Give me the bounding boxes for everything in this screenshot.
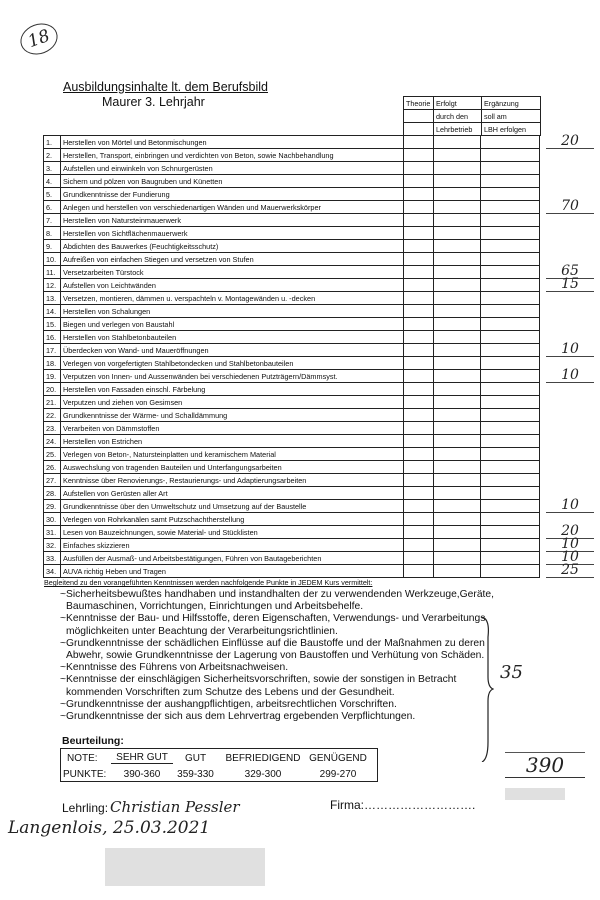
theorie-cell [403, 214, 433, 227]
handwritten-point: 70 [546, 200, 594, 214]
table-row [44, 292, 540, 305]
lbh-cell [481, 552, 540, 565]
header-cell: Theorie [404, 97, 434, 110]
lbh-cell [481, 331, 540, 344]
lehrbetrieb-cell [433, 344, 481, 357]
header-cell: Erfolgt [434, 97, 482, 110]
lbh-cell [481, 435, 540, 448]
row-text: Herstellen von Sichtflächenmauerwerk [60, 227, 403, 240]
row-text: Verlegen von Rohrkanälen samt Putzschachtherstellung [60, 513, 403, 526]
row-text: Grundkenntnisse der Fundierung [60, 188, 403, 201]
header-cell: Ergänzung [482, 97, 541, 110]
theorie-cell [403, 136, 433, 149]
company-line: Firma:………………………. [330, 798, 476, 812]
lbh-cell [481, 214, 540, 227]
theorie-cell [403, 474, 433, 487]
grade-befriedigend: BEFRIEDIGEND [225, 752, 301, 764]
row-number: 28. [44, 487, 61, 500]
row-text: Verlegen von Beton-, Natursteinplatten und keramischem Material [60, 448, 403, 461]
lbh-cell [481, 318, 540, 331]
table-row [44, 357, 540, 370]
lbh-cell [481, 526, 540, 539]
header-cell: durch den [434, 110, 482, 123]
theorie-cell [403, 331, 433, 344]
row-number: 16. [44, 331, 61, 344]
lbh-cell [481, 565, 540, 578]
theorie-cell [403, 162, 433, 175]
lehrbetrieb-cell [433, 136, 481, 149]
row-number: 13. [44, 292, 61, 305]
bullet-line: ~Grundkenntnisse der schädlichen Einflüsse auf die Baustoffe und der Maßnahmen zu deren [60, 637, 485, 649]
table-row [44, 448, 540, 461]
apprentice-line [62, 798, 240, 816]
row-number: 29. [44, 500, 61, 513]
row-text: Grundkenntnisse der Wärme- und Schalldämmung [60, 409, 403, 422]
table-row [44, 552, 540, 565]
bullet-line: kommenden Vorschriften zum Schutze des Lebens und der Gesundheit. [66, 686, 395, 698]
theorie-cell [403, 396, 433, 409]
row-number: 12. [44, 279, 61, 292]
lehrbetrieb-cell [433, 370, 481, 383]
lbh-cell [481, 422, 540, 435]
theorie-cell [403, 175, 433, 188]
table-row [44, 513, 540, 526]
theorie-cell [403, 435, 433, 448]
table-row [44, 279, 540, 292]
lbh-cell [481, 513, 540, 526]
row-text: Verlegen von vorgefertigten Stahlbetondecken und Stahlbetonbauteilen [60, 357, 403, 370]
theorie-cell [403, 409, 433, 422]
row-text: Sichern und pölzen von Baugruben und Künetten [60, 175, 403, 188]
lehrbetrieb-cell [433, 266, 481, 279]
grade-scale-box [60, 748, 378, 782]
bullet-line: ~Grundkenntnisse der sich aus dem Lehrvertrag ergebenden Verpflichtungen. [60, 711, 416, 723]
row-number: 21. [44, 396, 61, 409]
lbh-cell [481, 357, 540, 370]
handwritten-point: 10 [546, 551, 594, 565]
grade-gut: GUT [184, 752, 207, 764]
theorie-cell [403, 565, 433, 578]
bullet-list [60, 589, 500, 723]
lehrbetrieb-cell [433, 474, 481, 487]
table-row [44, 331, 540, 344]
assessment-label: Beurteilung: [62, 735, 124, 747]
table-row [44, 240, 540, 253]
row-number: 1. [44, 136, 61, 149]
row-text: Herstellen von Schalungen [60, 305, 403, 318]
header-cell [404, 110, 434, 123]
lbh-cell [481, 474, 540, 487]
lbh-cell [481, 253, 540, 266]
bullet-line: ~Kenntnisse der einschlägigen Sicherheitsvorschriften, sowie der sonstigen in Betracht [60, 674, 457, 686]
lbh-cell [481, 292, 540, 305]
table-row [44, 253, 540, 266]
row-number: 32. [44, 539, 61, 552]
lbh-cell [481, 240, 540, 253]
row-text: Aufstellen von Leichtwänden [60, 279, 403, 292]
handwritten-point: 20 [546, 525, 594, 539]
row-text: Herstellen von Mörtel und Betonmischungen [60, 136, 403, 149]
table-row [44, 149, 540, 162]
table-row [44, 435, 540, 448]
handwritten-point: 20 [546, 135, 594, 149]
header-cell: soll am [482, 110, 541, 123]
row-text: Aufstellen und einwinkeln von Schnurgerüsten [60, 162, 403, 175]
theorie-cell [403, 513, 433, 526]
table-row [44, 409, 540, 422]
table-row [44, 565, 540, 578]
row-text: Überdecken von Wand- und Maueröffnungen [60, 344, 403, 357]
table-row [44, 227, 540, 240]
lehrbetrieb-cell [433, 396, 481, 409]
column-header-table [403, 96, 541, 136]
header-cell: LBH erfolgen [482, 123, 541, 136]
lbh-cell [481, 149, 540, 162]
lehrbetrieb-cell [433, 487, 481, 500]
lehrbetrieb-cell [433, 552, 481, 565]
row-number: 26. [44, 461, 61, 474]
row-number: 25. [44, 448, 61, 461]
row-number: 24. [44, 435, 61, 448]
lehrbetrieb-cell [433, 318, 481, 331]
table-row [44, 396, 540, 409]
row-text: Herstellen von Stahlbetonbauteilen [60, 331, 403, 344]
grade-sehr-gut: SEHR GUT [111, 752, 173, 764]
row-number: 9. [44, 240, 61, 253]
row-text: Aufstellen von Gerüsten aller Art [60, 487, 403, 500]
theorie-cell [403, 292, 433, 305]
lehrbetrieb-cell [433, 565, 481, 578]
lehrbetrieb-cell [433, 227, 481, 240]
lbh-cell [481, 461, 540, 474]
lehrbetrieb-cell [433, 500, 481, 513]
table-row [44, 266, 540, 279]
row-number: 30. [44, 513, 61, 526]
lbh-cell [481, 448, 540, 461]
row-number: 11. [44, 266, 61, 279]
lehrbetrieb-cell [433, 292, 481, 305]
row-text: Herstellen von Natursteinmauerwerk [60, 214, 403, 227]
row-number: 2. [44, 149, 61, 162]
row-number: 18. [44, 357, 61, 370]
row-number: 5. [44, 188, 61, 201]
table-row [44, 539, 540, 552]
row-text: Einfaches skizzieren [60, 539, 403, 552]
bullet-line: Baumaschinen, Vorrichtungen, Einrichtungen und Arbeitsbehelfe. [66, 601, 364, 613]
theorie-cell [403, 448, 433, 461]
lehrbetrieb-cell [433, 305, 481, 318]
grade-genuegend: GENÜGEND [309, 752, 367, 764]
place-date: Langenlois, 25.03.2021 [8, 818, 211, 838]
row-text: Kenntnisse über Renovierungs-, Restaurierungs- und Adaptierungsarbeiten [60, 474, 403, 487]
lbh-cell [481, 279, 540, 292]
row-text: Abdichten des Bauwerkes (Feuchtigkeitsschutz) [60, 240, 403, 253]
row-number: 23. [44, 422, 61, 435]
bullets-points-note: 35 [500, 662, 523, 683]
handwritten-point: 15 [546, 278, 594, 292]
table-row [44, 214, 540, 227]
row-number: 14. [44, 305, 61, 318]
lehrbetrieb-cell [433, 331, 481, 344]
row-text: Herstellen, Transport, einbringen und verdichten von Beton, sowie Nachbehandlung [60, 149, 403, 162]
lehrbetrieb-cell [433, 188, 481, 201]
document-title: Ausbildungsinhalte lt. dem Berufsbild [63, 80, 268, 94]
lbh-cell [481, 396, 540, 409]
theorie-cell [403, 344, 433, 357]
theorie-cell [403, 461, 433, 474]
theorie-cell [403, 253, 433, 266]
lbh-cell [481, 370, 540, 383]
row-number: 15. [44, 318, 61, 331]
points-range: 329-300 [244, 768, 282, 780]
theorie-cell [403, 227, 433, 240]
row-number: 33. [44, 552, 61, 565]
apprentice-signature: Christian Pessler [110, 798, 240, 816]
table-row [44, 344, 540, 357]
lbh-cell [481, 227, 540, 240]
table-row [44, 136, 540, 149]
points-range: 359-330 [177, 768, 214, 780]
row-text: Herstellen von Fassaden einschl. Färbelung [60, 383, 403, 396]
lehrbetrieb-cell [433, 539, 481, 552]
row-text: Versetzarbeiten Türstock [60, 266, 403, 279]
theorie-cell [403, 383, 433, 396]
lbh-cell [481, 487, 540, 500]
lehrbetrieb-cell [433, 513, 481, 526]
lehrbetrieb-cell [433, 240, 481, 253]
lbh-cell [481, 409, 540, 422]
lehrbetrieb-cell [433, 201, 481, 214]
theorie-cell [403, 357, 433, 370]
total-points: 390 [505, 752, 585, 778]
table-row [44, 162, 540, 175]
lbh-cell [481, 175, 540, 188]
theorie-cell [403, 539, 433, 552]
lehrbetrieb-cell [433, 253, 481, 266]
lbh-cell [481, 162, 540, 175]
lehrbetrieb-cell [433, 435, 481, 448]
table-row [44, 422, 540, 435]
header-cell: Lehrbetrieb [434, 123, 482, 136]
row-text: Grundkenntnisse über den Umweltschutz und Umsetzung auf der Baustelle [60, 500, 403, 513]
table-row [44, 461, 540, 474]
row-number: 27. [44, 474, 61, 487]
redacted-stamp [505, 788, 565, 800]
table-row [44, 305, 540, 318]
intro-text: Begleitend zu den vorangeführten Kenntnissen werden nachfolgende Punkte in JEDEM Kurs vermittelt: [44, 578, 373, 587]
lbh-cell [481, 201, 540, 214]
lbh-cell [481, 539, 540, 552]
theorie-cell [403, 552, 433, 565]
row-text: Aufreißen von einfachen Stiegen und versetzen von Stufen [60, 253, 403, 266]
document-subtitle: Maurer 3. Lehrjahr [102, 95, 205, 109]
row-text: Biegen und verlegen von Baustahl [60, 318, 403, 331]
table-row [44, 526, 540, 539]
bullet-line: ~Kenntnisse der Bau- und Hilfsstoffe, deren Eigenschaften, Verwendungs- und Verarbeitungs [60, 613, 486, 625]
row-number: 31. [44, 526, 61, 539]
lehrbetrieb-cell [433, 422, 481, 435]
handwritten-point: 65 [546, 265, 594, 279]
theorie-cell [403, 487, 433, 500]
handwritten-point: 25 [546, 564, 594, 578]
theorie-cell [403, 279, 433, 292]
lehrbetrieb-cell [433, 279, 481, 292]
lbh-cell [481, 344, 540, 357]
lehrbetrieb-cell [433, 461, 481, 474]
row-number: 8. [44, 227, 61, 240]
punkte-label: PUNKTE: [63, 768, 107, 780]
brace-mark [480, 617, 494, 762]
table-row [44, 487, 540, 500]
lehrbetrieb-cell [433, 214, 481, 227]
row-number: 22. [44, 409, 61, 422]
row-text: Versetzen, montieren, dämmen u. verspachteln v. Montagewänden u. -decken [60, 292, 403, 305]
lehrbetrieb-cell [433, 409, 481, 422]
lbh-cell [481, 266, 540, 279]
table-row [44, 370, 540, 383]
row-text: Verarbeiten von Dämmstoffen [60, 422, 403, 435]
lehrbetrieb-cell [433, 448, 481, 461]
lehrbetrieb-cell [433, 149, 481, 162]
bullet-line: ~Kenntnisse des Führens von Arbeitsnachweisen. [60, 662, 289, 674]
bullet-line: ~Grundkenntnisse der aushangpflichtigen, arbeitsrechtlichen Vorschriften. [60, 698, 397, 710]
theorie-cell [403, 318, 433, 331]
row-text: Verputzen und ziehen von Gesimsen [60, 396, 403, 409]
theorie-cell [403, 201, 433, 214]
page-number: 18 [16, 18, 62, 59]
lehrbetrieb-cell [433, 383, 481, 396]
lbh-cell [481, 188, 540, 201]
row-text: Auswechslung von tragenden Bauteilen und Unterfangungsarbeiten [60, 461, 403, 474]
handwritten-point: 10 [546, 343, 594, 357]
table-row [44, 188, 540, 201]
theorie-cell [403, 266, 433, 279]
handwritten-point: 10 [546, 369, 594, 383]
lbh-cell [481, 383, 540, 396]
bullet-line: möglichkeiten unter Beachtung der Verarbeitungsrichtlinien. [66, 625, 338, 637]
theorie-cell [403, 188, 433, 201]
bullet-line: ~Sicherheitsbewußtes handhaben und instandhalten der zu verwendenden Werkzeuge,Geräte, [60, 589, 494, 600]
row-number: 3. [44, 162, 61, 175]
row-number: 20. [44, 383, 61, 396]
redacted-signature [105, 848, 265, 886]
lbh-cell [481, 136, 540, 149]
handwritten-point: 10 [546, 538, 594, 552]
lehrbetrieb-cell [433, 175, 481, 188]
theorie-cell [403, 370, 433, 383]
note-label: NOTE: [67, 752, 98, 764]
lbh-cell [481, 305, 540, 318]
theorie-cell [403, 422, 433, 435]
table-row [44, 318, 540, 331]
lehrbetrieb-cell [433, 357, 481, 370]
row-text: Lesen von Bauzeichnungen, sowie Material- und Stücklisten [60, 526, 403, 539]
points-range: 390-360 [123, 768, 161, 780]
lbh-cell [481, 500, 540, 513]
row-text: AUVA richtig Heben und Tragen [60, 565, 403, 578]
lehrbetrieb-cell [433, 162, 481, 175]
points-range: 299-270 [319, 768, 357, 780]
lehrbetrieb-cell [433, 526, 481, 539]
row-number: 4. [44, 175, 61, 188]
table-row [44, 201, 540, 214]
theorie-cell [403, 526, 433, 539]
row-text: Ausfüllen der Ausmaß- und Arbeitsbestätigungen, Führen von Bautageberichten [60, 552, 403, 565]
table-row [44, 500, 540, 513]
table-row [44, 175, 540, 188]
header-cell [404, 123, 434, 136]
table-row [44, 383, 540, 396]
theorie-cell [403, 240, 433, 253]
row-number: 10. [44, 253, 61, 266]
row-number: 17. [44, 344, 61, 357]
row-text: Herstellen von Estrichen [60, 435, 403, 448]
row-number: 34. [44, 565, 61, 578]
theorie-cell [403, 149, 433, 162]
table-row [44, 474, 540, 487]
row-number: 6. [44, 201, 61, 214]
apprentice-label: Lehrling: [62, 801, 109, 815]
handwritten-point: 10 [546, 499, 594, 513]
row-text: Verputzen von Innen- und Aussenwänden bei verschiedenen Putzträgern/Dämmsyst. [60, 370, 403, 383]
training-content-table [43, 135, 540, 578]
bullet-line: Abwehr, sowie Grundkenntnisse der Lagerung von Baustoffen und Verhütung von Schäden. [66, 650, 485, 662]
row-number: 19. [44, 370, 61, 383]
row-number: 7. [44, 214, 61, 227]
row-text: Anlegen und herstellen von verschiedenartigen Wänden und Mauerwerkskörper [60, 201, 403, 214]
theorie-cell [403, 500, 433, 513]
theorie-cell [403, 305, 433, 318]
